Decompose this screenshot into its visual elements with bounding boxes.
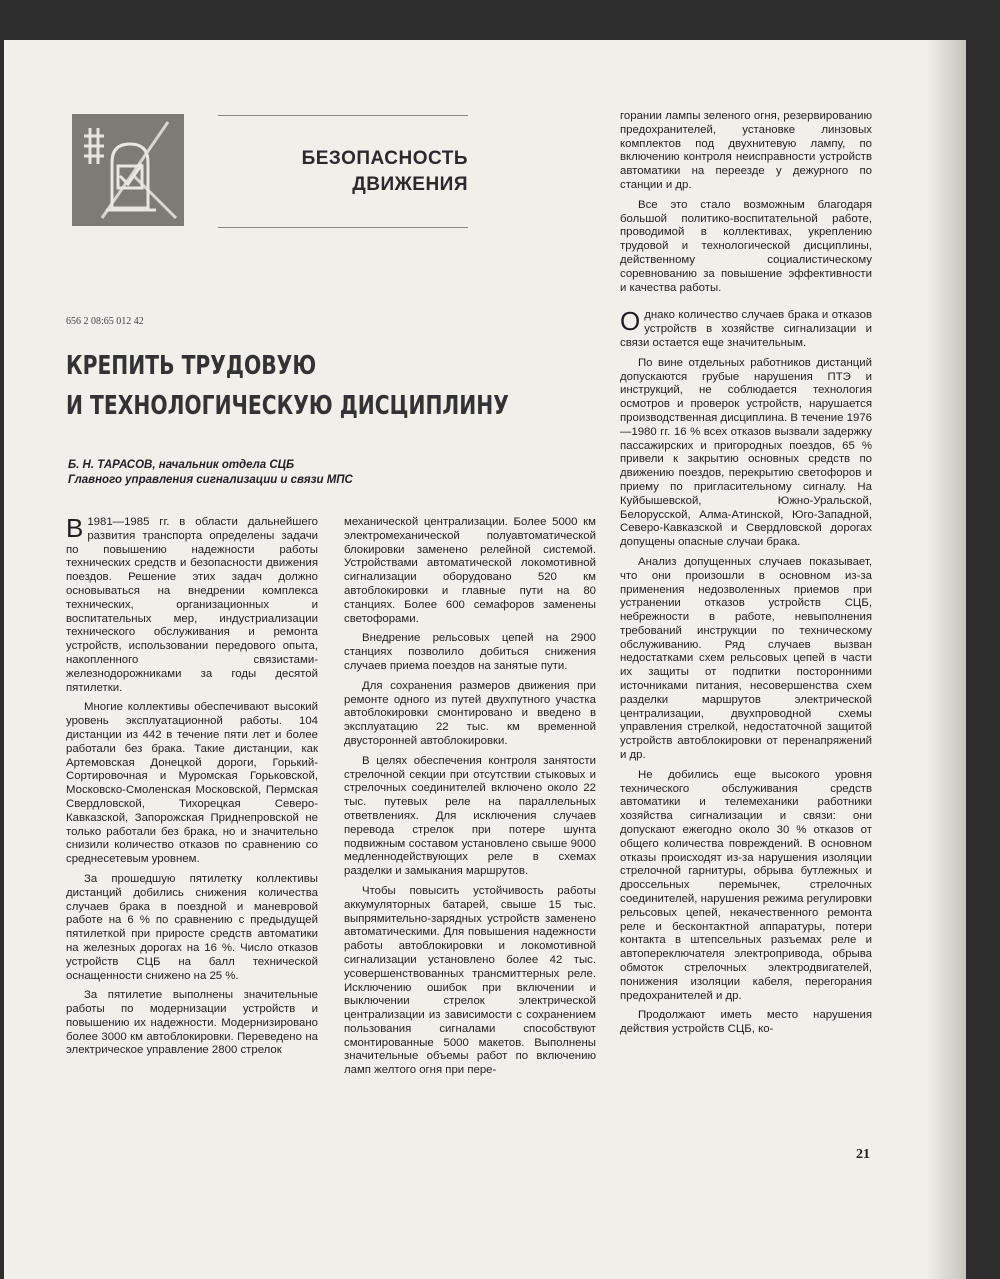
text-column-1 (66, 513, 318, 1058)
paragraph: В целях обеспечения контроля занятости стрелочной секции при отсутствии стыковых и стрелочных соединителей включено около 22 тыс. путевых реле на параллельных ответвлениях. Для исключения случаев перевода стрелок при потере шунта подвижным составом установлено свыше 9000 медленнодействующих реле в схемах разделки и замыкания маршрутов. (344, 754, 596, 878)
paragraph: За пятилетие выполнены значительные работы по модернизации устройств и повышению их надежности. Модернизировано более 3000 км автоблокировки. Переведено на электрическое управление 2800 стрелок (66, 989, 318, 1057)
page-edge-shadow (926, 40, 966, 1279)
article-title (66, 346, 509, 426)
paragraph: горании лампы зеленого огня, резервированию предохранителей, установке линзовых комплектов под двухнитевую лампу, по включению контроля неисправности устройств автоматики на переезде у дежурного по станции и др. (620, 110, 872, 191)
header-rule-top (218, 115, 468, 116)
paragraph: Чтобы повысить устойчивость работы аккумуляторных батарей, свыше 15 тыс. выпрямительно-зарядных устройств заменено автоматическими. Для повышения надежности работы автоблокировки и локомотивной сигнализации установлено более 42 тыс. усовершенствованных трансмиттерных реле. Исключению ошибок при включении и выключении стрелок электрической централизации из зависимости с сохранением пользования сигналами способствуют смонтированные 5000 макетов. Выполнены значительные объемы работ по включению ламп желтого огня при пере- (344, 884, 596, 1077)
magazine-page (4, 40, 966, 1279)
paragraph: Анализ допущенных случаев показывает, что они произошли в основном из-за применения недозволенных приемов при устранении отказов устройств СЦБ, небрежности в работе, невыполнения требований инструкции по техническому обслуживанию. Ряд случаев вызван недостатками схем рельсовых цепей в части их защиты от подпитки посторонними источниками питания, несовершенства схем разделки маршрутов электрической централизации, двухпроводной схемы управления стрелкой, недостаточной защитой устройств автоблокировки от перенапряжений и др. (620, 555, 872, 762)
section-heading-line1: БЕЗОПАСНОСТЬ (301, 148, 468, 169)
paragraph: По вине отдельных работников дистанций допускаются грубые нарушения ПТЭ и инструкций, не соблюдается технология осмотров и проверок устройств, нарушается производственная дисциплина. В течение 1976—1980 гг. 16 % всех отказов вызвали задержку пассажирских и пригородных поездов, 65 % привели к закрытию основных средств по движению поездов, перекрытию светофоров и приему по пригласительному сигналу. На Куйбышевской, Южно-Уральской, Белорусской, Алма-Атинской, Юго-Западной, Северо-Кавказской и Свердловской дорогах допущены опасные случаи брака. (620, 356, 872, 549)
paragraph: Не добились еще высокого уровня технического обслуживания средств автоматики и телемеханики работники хозяйства сигнализации и связи: они допускают ежегодно около 30 % отказов от общего количества повреждений. В основном отказы происходят из-за нарушения изоляции стрелочной гарнитуры, обрыва бутлежных и дроссельных перемычек, стрелочных соединителей, нарушения режима регулировки рельсовых цепей, некачественного ремонта реле и бесконтактной аппаратуры, потери контакта в штепсельных разъемах реле и автопереключателя электропривода, обрыва обмоток стрелочных электродвигателей, понижения изоляции кабеля, перегорания предохранителей и др. (620, 768, 872, 1002)
paragraph: За прошедшую пятилетку коллективы дистанций добились снижения количества случаев брака в поездной и маневровой работе на 6 % по сравнению с предыдущей пятилеткой при приросте средств автоматики на железных дорогах на 16 %. Число отказов устройств СЦБ на балл технической оснащенности снижено на 25 %. (66, 872, 318, 982)
text-column-2 (344, 516, 596, 1078)
paragraph: Однако количество случаев брака и отказов устройств в хозяйстве сигнализации и связи остается еще значительным. (620, 306, 872, 349)
paragraph: Для сохранения размеров движения при ремонте одного из путей двухпутного участка автоблокировки смонтировано и введено в эксплуатацию 22 тыс. км временной двусторонней автоблокировки. (344, 679, 596, 747)
paragraph: Продолжают иметь место нарушения действия устройств СЦБ, ко- (620, 1009, 872, 1036)
paragraph: механической централизации. Более 5000 км электромеханической полуавтоматической блокировки заменено релейной системой. Устройствами автоматической локомотивной сигнализации оборудовано 520 км автоблокировки и главные пути на 80 станциях. Более 600 семафоров заменены светофорами. (344, 516, 596, 625)
paragraph: Все это стало возможным благодаря большой политико-воспитательной работе, проводимой в коллективах, укреплению трудовой и технологической дисциплины, действенному социалистическому соревнованию за повышение эффективности и качества работы. (620, 198, 872, 294)
text-column-3 (620, 110, 872, 1037)
header-rule-bottom (218, 227, 468, 228)
section-heading (268, 146, 468, 198)
paragraph: В1981—1985 гг. в области дальнейшего развития транспорта определены задачи по повышению надежности работы технических средств и безопасности движения поездов. Решение этих задач должно основываться на внедрении комплекса технических, организационных и воспитательных мер, индустриализации технического обслуживания и ремонта устройств, использовании передового опыта, накопленного связистами-железнодорожниками за годы десятой пятилетки. (66, 513, 318, 694)
section-heading-line2: ДВИЖЕНИЯ (352, 174, 468, 195)
page-number: 21 (856, 1147, 870, 1162)
author-line1: Б. Н. ТАРАСОВ, начальник отдела СЦБ (68, 459, 295, 471)
author-byline (68, 458, 468, 488)
article-code: 656 2 08:65 012 42 (66, 316, 144, 327)
railway-signal-emblem-icon (72, 114, 184, 226)
article-title-line2: И ТЕХНОЛОГИЧЕСКУЮ ДИСЦИПЛИНУ (66, 391, 509, 421)
paragraph: Многие коллективы обеспечивают высокий уровень эксплуатационной работы. 104 дистанции из 442 в течение пяти лет и более работали без брака. Такие дистанции, как Артемовская Донецкой дороги, Горький-Сортировочная и Муромская Горьковской, Московско-Смоленская Московской, Пермская Свердловской, Тихорецкая Северо-Кавказской, Запорожская Приднепровской не только работали без брака, но и значительно снизили количество отказов по сравнению со среднесетевым уровнем. (66, 701, 318, 866)
paragraph: Внедрение рельсовых цепей на 2900 станциях позволило добиться снижения случаев приема поездов на занятые пути. (344, 632, 596, 672)
author-line2: Главного управления сигнализации и связи МПС (68, 474, 353, 486)
article-title-line1: КРЕПИТЬ ТРУДОВУЮ (66, 351, 317, 381)
